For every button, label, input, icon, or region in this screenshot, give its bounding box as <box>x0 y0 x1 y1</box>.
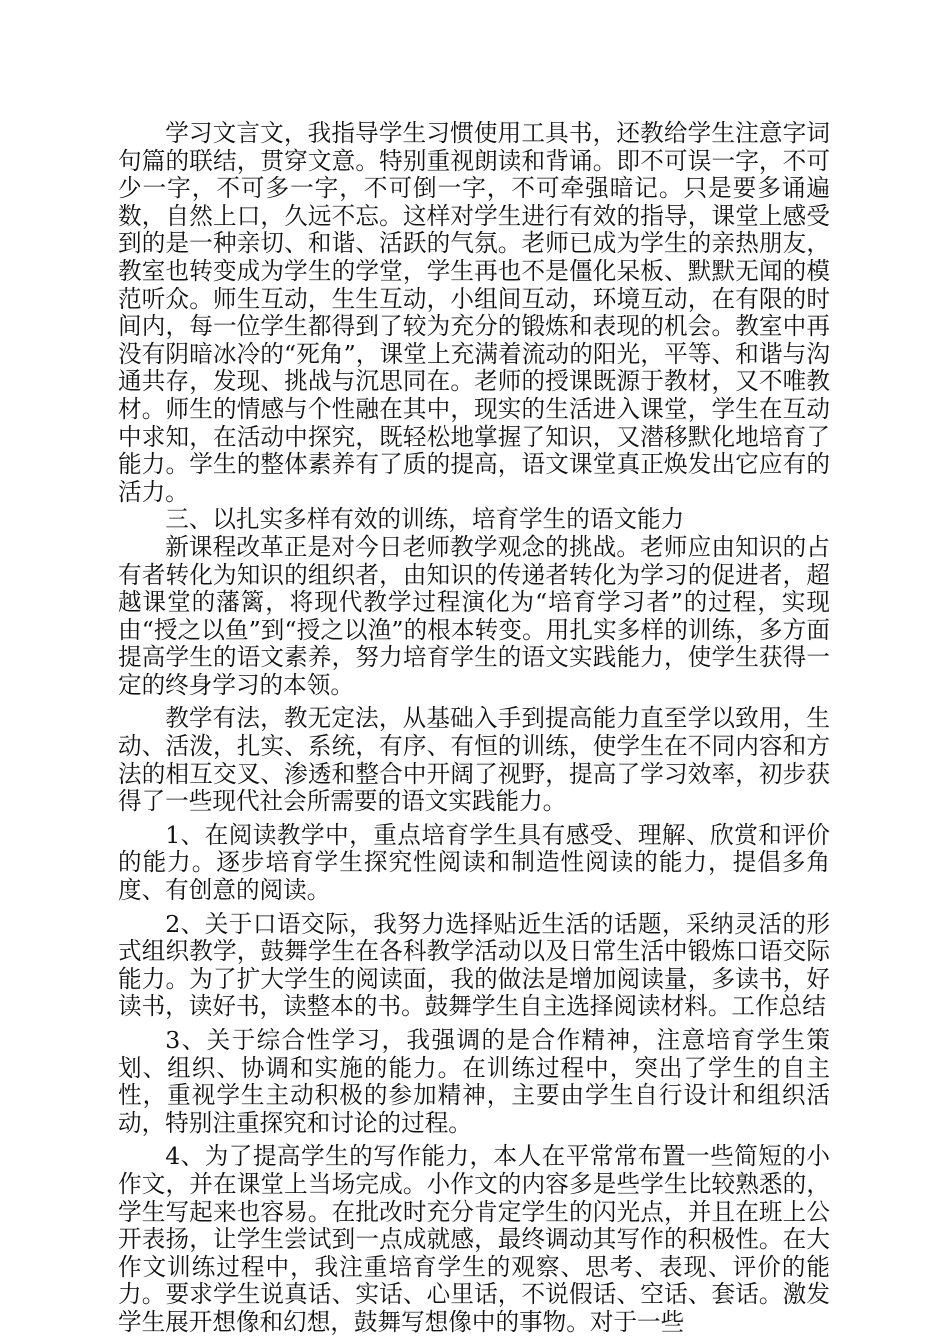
section-heading-training: 三、以扎实多样有效的训练，培育学生的语文能力 <box>165 505 685 534</box>
paragraph-teaching-method: 教学有法，教无定法，从基础入手到提高能力直至学以致用，生动、活泼，扎实、系统，有序、有恒的训练，使学生在不同内容和方法的相互交叉、渗透和整合中开阔了视野，提高了学习效率，初步获得了一些现代社会所需要的语文实践能力。 <box>118 704 830 816</box>
document-page <box>118 120 830 1337</box>
paragraph-classroom-atmosphere: 学习文言文，我指导学生习惯使用工具书，还教给学生注意字词句篇的联结，贯穿文意。特别重视朗读和背诵。即不可误一字，不可少一字，不可多一字，不可倒一字，不可牵强暗记。只是要多诵遍数，自然上口，久远不忘。这样对学生进行有效的指导，课堂上感受到的是一种亲切、和谐、活跃的气氛。老师已成为学生的亲热朋友，教室也转变成为学生的学堂，学生再也不是僵化呆板、默默无闻的模范听众。师生互动，生生互动，小组间互动，环境互动，在有限的时间内，每一位学生都得到了较为充分的锻炼和表现的机会。教室中再没有阴暗冰冷的“死角”，课堂上充满着流动的阳光，平等、和谐与沟通共存，发现、挑战与沉思同在。老师的授课既源于教材，又不唯教材。师生的情感与个性融在其中，现实的生活进入课堂，学生在互动中求知，在活动中探究，既轻松地掌握了知识，又潜移默化地培育了能力。学生的整体素养有了质的提高，语文课堂真正焕发出它应有的活力。 <box>118 119 830 506</box>
paragraph-curriculum-reform: 新课程改革正是对今日老师教学观念的挑战。老师应由知识的占有者转化为知识的组织者，由知识的传递者转化为学习的促进者，超越课堂的藩篱，将现代教学过程演化为“培育学习者”的过程，实现由“授之以鱼”到“授之以渔”的根本转变。用扎实多样的训练，多方面提高学生的语文素养，努力培育学生的语文实践能力，使学生获得一定的终身学习的本领。 <box>118 532 830 699</box>
paragraph-comprehensive-learning: 3、关于综合性学习，我强调的是合作精神，注意培育学生策划、组织、协调和实施的能力。在训练过程中，突出了学生的自主性，重视学生主动积极的参加精神，主要由学生自行设计和组织活动，特别注重探究和讨论的过程。 <box>118 1026 830 1137</box>
paragraph-writing-ability: 4、为了提高学生的写作能力，本人在平常常布置一些简短的小作文，并在课堂上当场完成。小作文的内容多是些学生比较熟悉的，学生写起来也容易。在批改时充分肯定学生的闪光点，并且在班上公开表扬，让学生尝试到一点成就感，最终调动其写作的积极性。在大作文训练过程中，我注重培育学生的观察、思考、表现、评价的能力。要求学生说真话、实话、心里话，不说假话、空话、套话。激发学生展开想像和幻想，鼓舞写想像中的事物。对于一些 <box>118 1142 830 1336</box>
paragraph-reading-teaching: 1、在阅读教学中，重点培育学生具有感受、理解、欣赏和评价的能力。逐步培育学生探究性阅读和制造性阅读的能力，提倡多角度、有创意的阅读。 <box>118 820 830 905</box>
paragraph-oral-communication: 2、关于口语交际，我努力选择贴近生活的话题，采纳灵活的形式组织教学，鼓舞学生在各科教学活动以及日常生活中锻炼口语交际能力。为了扩大学生的阅读面，我的做法是增加阅读量，多读书，好读书，读好书，读整本的书。鼓舞学生自主选择阅读材料。工作总结 <box>118 909 830 1021</box>
